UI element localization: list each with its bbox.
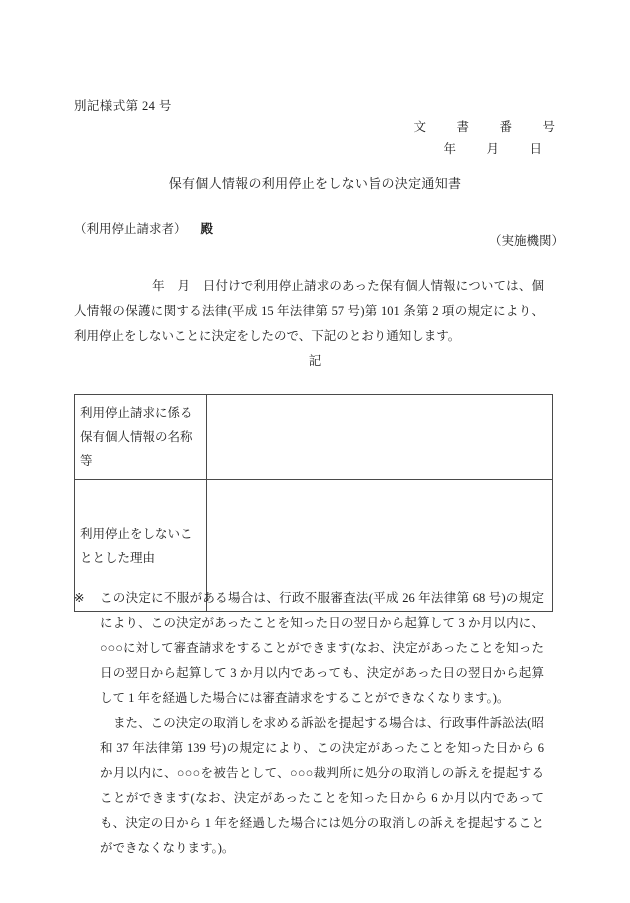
table-row-value[interactable] bbox=[207, 395, 553, 480]
document-number-block bbox=[413, 116, 564, 160]
document-number-label: 文 書 番 号 bbox=[413, 120, 564, 134]
page-title: 保有個人情報の利用停止をしない旨の決定通知書 bbox=[168, 176, 462, 191]
issuing-agency: （実施機関） bbox=[488, 234, 564, 248]
note-paragraph-2-text: また、この決定の取消しを求める訴訟を提起する場合は、行政事件訴訟法(昭和 37 年法律第 139 号)の規定により、この決定があったことを知った日から 6 か月以内に、○○○を被告として、○○○裁判所に処分の取消しの訴えを提起することができます(なお、決定があったことを知った日から 6 か月以内であっても、決定の日から 1 年を経過した場合には処分の取消しの訴えを提起することができなくなります。)。 bbox=[100, 716, 544, 855]
body-paragraph bbox=[74, 274, 544, 349]
table-row-label-text: 利用停止をしないこととした理由 bbox=[80, 526, 193, 565]
note-paragraph-1 bbox=[74, 586, 544, 711]
body-paragraph-text: 年 月 日付けで利用停止請求のあった保有個人情報については、個人情報の保護に関する法律(平成 15 年法律第 57 号)第 101 条第 2 項の規定により、利用停止をしないことに決定をしたので、下記のとおり通知します。 bbox=[74, 279, 544, 343]
note-marker: ※ bbox=[74, 591, 85, 605]
note-paragraph-1-text: この決定に不服がある場合は、行政不服審査法(平成 26 年法律第 68 号)の規定により、この決定があったことを知った日の翌日から起算して 3 か月以内に、○○○に対して審査請求をすることができます(なお、決定があったことを知った日の翌日から起算して 3 か月以内であっても、決定があった日の翌日から起算して 1 年を経過した場合には審査請求をすることができなくなります。)。 bbox=[100, 591, 544, 705]
notes-section bbox=[74, 586, 544, 861]
document-date-label: 年 月 日 bbox=[443, 142, 551, 156]
table-row-label-text: 利用停止請求に係る保有個人情報の名称等 bbox=[80, 406, 193, 468]
table-row-label bbox=[75, 395, 207, 480]
information-table bbox=[74, 394, 553, 612]
honorific-label: 殿 bbox=[200, 222, 214, 236]
ki-heading: 記 bbox=[308, 354, 322, 368]
addressee-label: （利用停止請求者） bbox=[74, 222, 187, 236]
table-row bbox=[75, 395, 553, 480]
form-number: 別記様式第 24 号 bbox=[74, 99, 172, 113]
addressee-line bbox=[74, 219, 213, 237]
note-paragraph-2 bbox=[74, 711, 544, 861]
